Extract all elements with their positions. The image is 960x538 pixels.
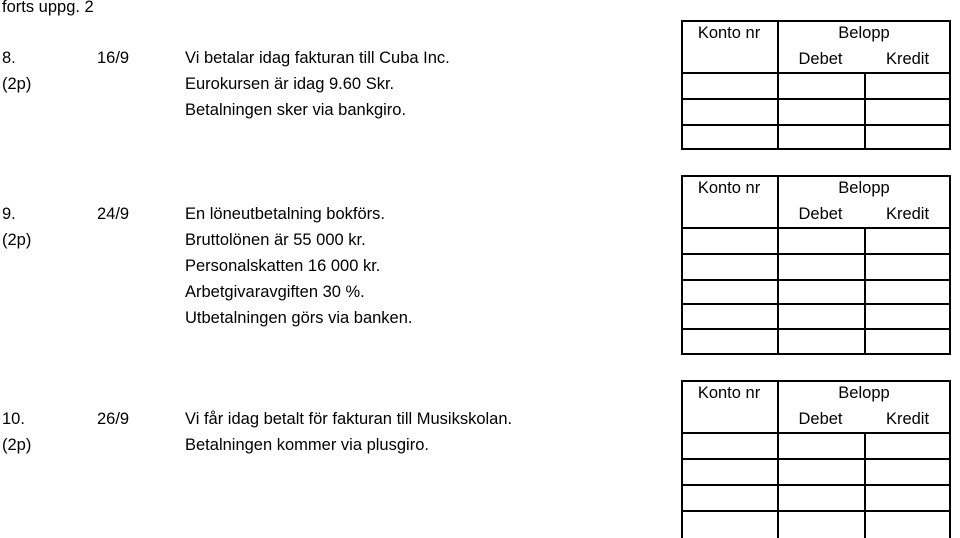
task-date: 26/9 [97, 410, 130, 428]
belopp-header: Belopp [838, 179, 890, 197]
debet-header: Debet [798, 50, 843, 68]
ledger-line [681, 72, 951, 74]
ledger-line [681, 510, 951, 512]
ledger-line [681, 253, 951, 255]
konto-nr-header: Konto nr [697, 24, 761, 42]
kredit-header: Kredit [885, 410, 930, 428]
ledger-line [681, 380, 951, 382]
ledger-line [681, 20, 683, 150]
task-date: 24/9 [97, 205, 130, 223]
task-points: (2p) [2, 231, 32, 249]
kredit-header: Kredit [885, 205, 930, 223]
task-text-line: Betalningen sker via bankgiro. [185, 101, 407, 119]
task-text-line: Betalningen kommer via plusgiro. [185, 436, 429, 454]
task-number: 10. [2, 410, 25, 428]
ledger-line [777, 20, 779, 150]
debet-header: Debet [798, 410, 843, 428]
page-heading: forts uppg. 2 [2, 0, 94, 16]
ledger-line [681, 124, 951, 126]
ledger-line [681, 353, 951, 355]
ledger-line [864, 227, 866, 355]
task-text-line: Bruttolönen är 55 000 kr. [185, 231, 366, 249]
task-text-line: Eurokursen är idag 9.60 Skr. [185, 75, 395, 93]
belopp-header: Belopp [838, 24, 890, 42]
task-points: (2p) [2, 75, 32, 93]
task-number: 9. [2, 205, 16, 223]
task-text-line: Vi betalar idag fakturan till Cuba Inc. [185, 49, 450, 67]
task-text-line: Personalskatten 16 000 kr. [185, 257, 381, 275]
task-date: 16/9 [97, 49, 130, 67]
ledger-line [681, 98, 951, 100]
ledger-line [681, 432, 951, 434]
ledger-table-8 [681, 20, 951, 150]
ledger-line [681, 148, 951, 150]
ledger-line [949, 20, 951, 150]
task-text-line: Utbetalningen görs via banken. [185, 309, 413, 327]
ledger-line [681, 279, 951, 281]
ledger-line [864, 72, 866, 150]
ledger-line [681, 227, 951, 229]
belopp-header: Belopp [838, 384, 890, 402]
ledger-line [681, 175, 951, 177]
ledger-table-9 [681, 175, 951, 355]
ledger-line [681, 328, 951, 330]
task-text-line: En löneutbetalning bokförs. [185, 205, 385, 223]
ledger-line [681, 303, 951, 305]
task-text-line: Vi får idag betalt för fakturan till Musikskolan. [185, 410, 513, 428]
ledger-line [681, 20, 951, 22]
konto-nr-header: Konto nr [697, 384, 761, 402]
ledger-table-10 [681, 380, 951, 538]
kredit-header: Kredit [885, 50, 930, 68]
debet-header: Debet [798, 205, 843, 223]
konto-nr-header: Konto nr [697, 179, 761, 197]
ledger-line [681, 458, 951, 460]
task-points: (2p) [2, 436, 32, 454]
task-number: 8. [2, 49, 16, 67]
task-text-line: Arbetgivaravgiften 30 %. [185, 283, 365, 301]
ledger-line [681, 484, 951, 486]
